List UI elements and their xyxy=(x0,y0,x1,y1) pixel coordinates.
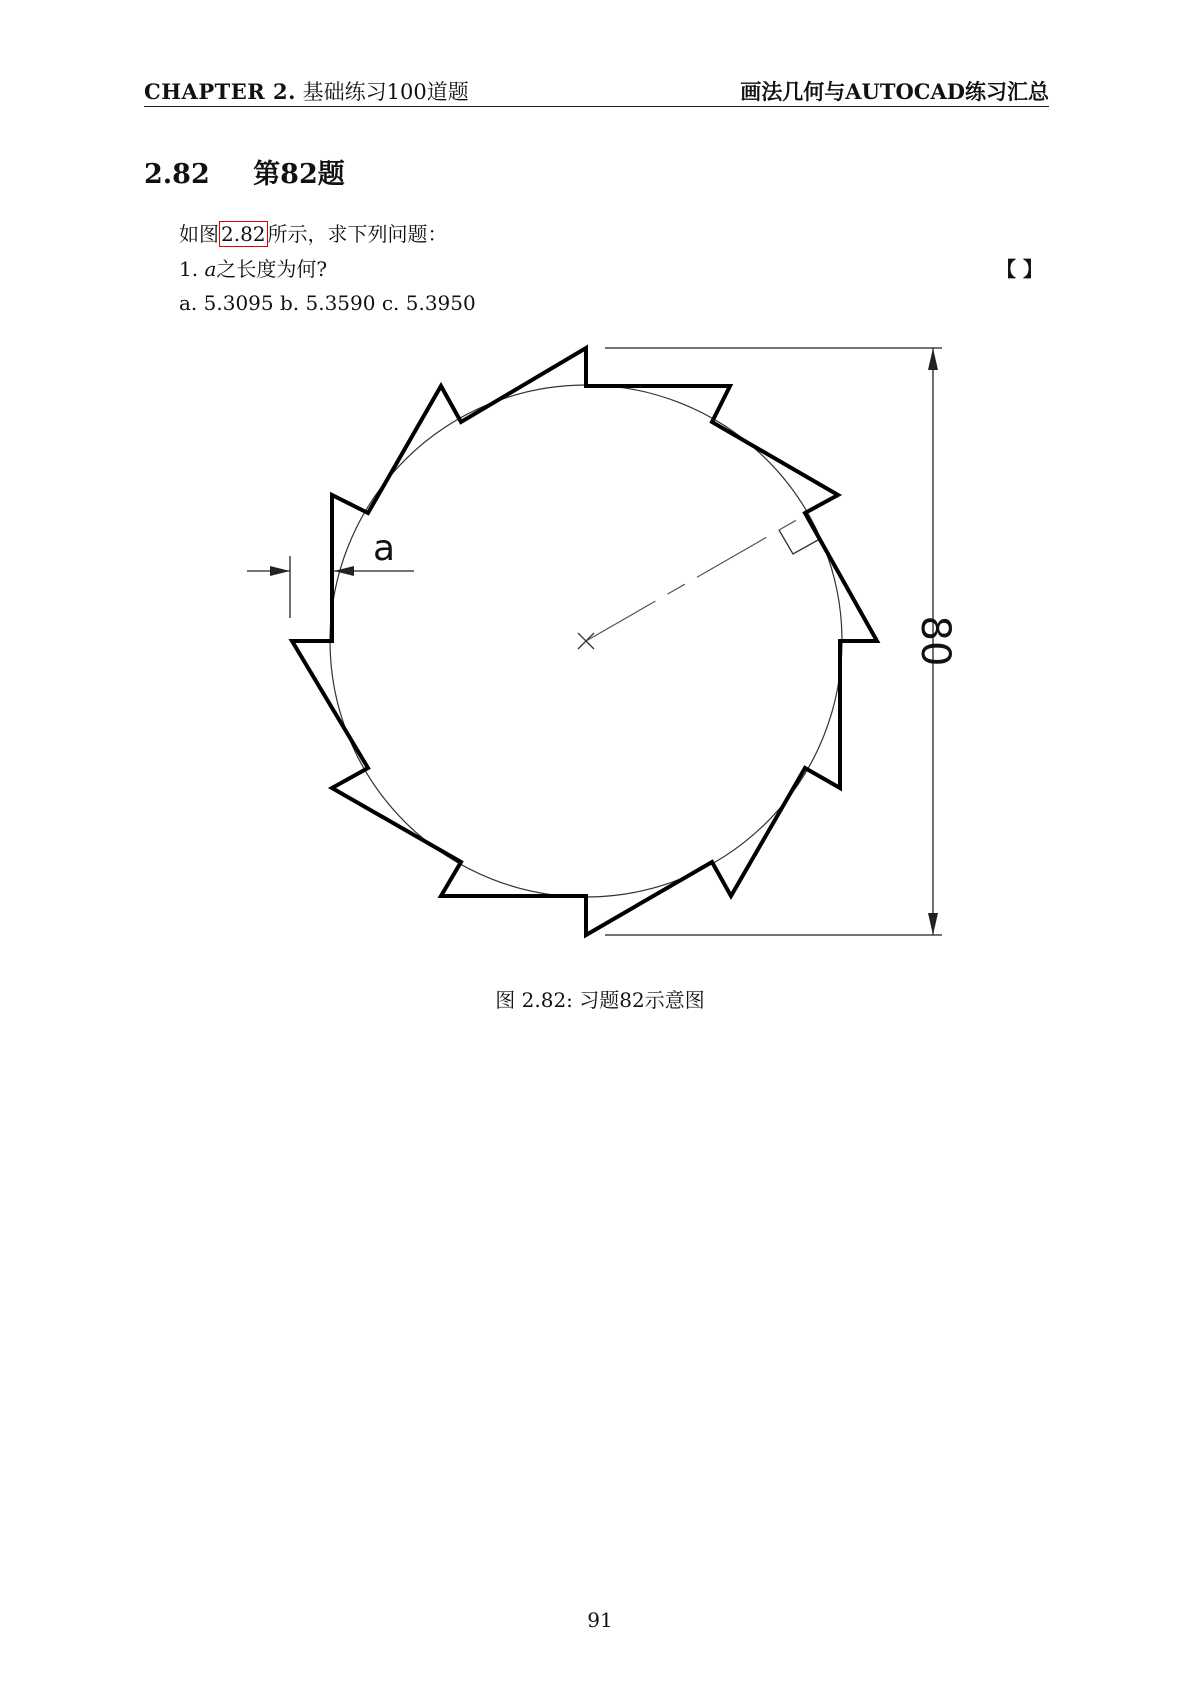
item-variable: a xyxy=(204,257,217,281)
header-book-title: 画法几何与AUTOCAD练习汇总 xyxy=(740,79,1049,104)
answer-bracket: 【 】 xyxy=(996,257,1043,281)
item-number: 1. xyxy=(179,257,205,281)
intro-after: 所示，求下列问题： xyxy=(267,222,448,246)
figure-caption: 图 2.82: 习题82示意图 xyxy=(495,988,705,1012)
section-name: 第82题 xyxy=(253,159,345,190)
page-number: 91 xyxy=(587,1608,613,1632)
header-chapter: CHAPTER 2. xyxy=(144,79,296,104)
radius-line xyxy=(586,514,807,641)
header-chapter-title: 基础练习100道题 xyxy=(302,80,469,104)
dimension-80 xyxy=(605,348,942,935)
figure-reference-link[interactable]: 2.82 xyxy=(221,222,266,246)
intro-before: 如图 xyxy=(179,222,219,246)
right-angle-mark xyxy=(779,530,818,554)
dimension-80-label: 80 xyxy=(912,615,958,667)
item-text: 之长度为何? xyxy=(216,257,328,281)
answer-options: a. 5.3095 b. 5.3590 c. 5.3950 xyxy=(179,291,476,315)
serrated-outline xyxy=(292,348,877,935)
section-number: 2.82 xyxy=(144,159,210,190)
center-mark xyxy=(578,633,594,649)
dimension-a-label: a xyxy=(372,528,396,569)
